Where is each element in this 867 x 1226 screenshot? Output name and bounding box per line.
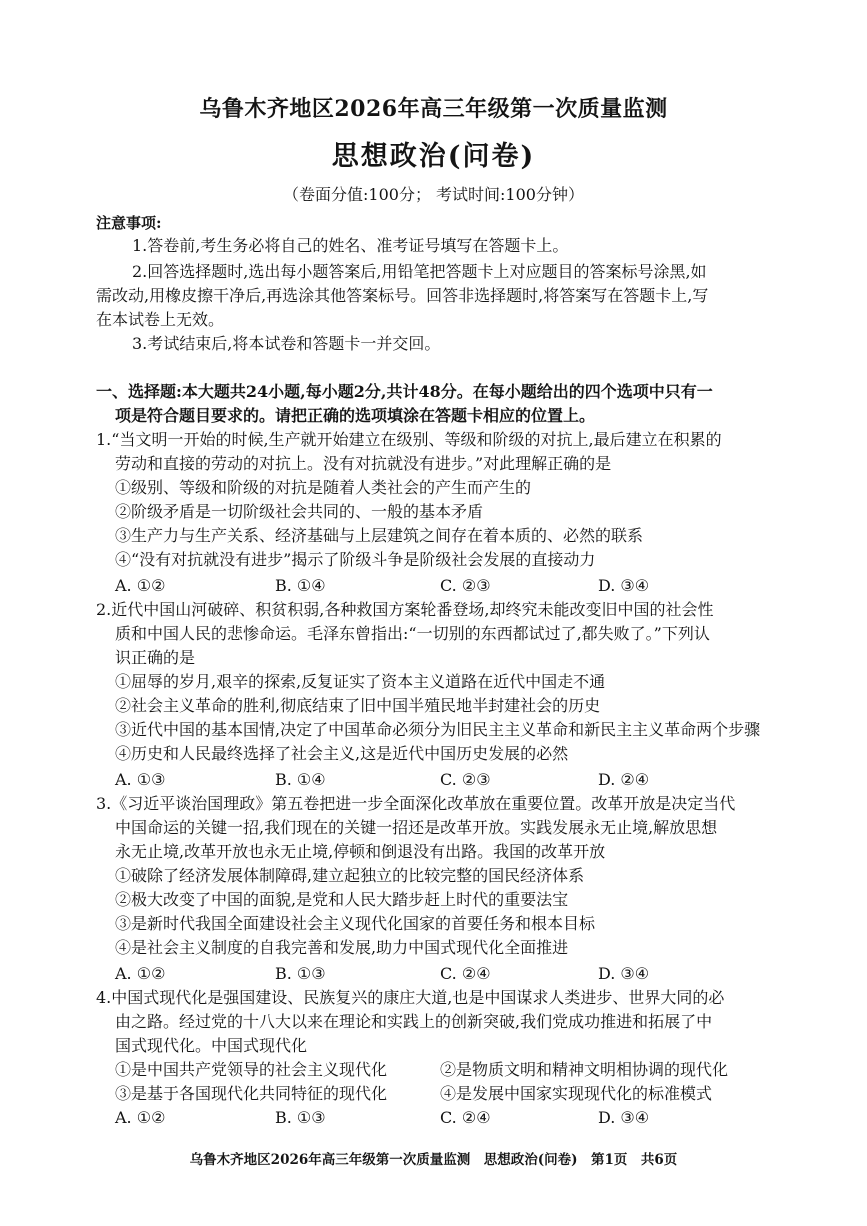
statement-item: ④是发展中国家实现现代化的标准模式: [440, 1084, 713, 1103]
question-stem: 劳动和直接的劳动的对抗上。没有对抗就没有进步。”对此理解正确的是: [115, 454, 612, 473]
question-stem: 中国命运的关键一招,我们现在的关键一招还是改革开放。实践发展永无止境,解放思想: [115, 818, 718, 837]
statement-item: ④历史和人民最终选择了社会主义,这是近代中国历史发展的必然: [115, 744, 569, 763]
notice-line: 3.考试结束后,将本试卷和答题卡一并交回。: [132, 334, 441, 353]
notice-line: 需改动,用橡皮擦干净后,再选涂其他答案标号。回答非选择题时,将答案写在答题卡上,写: [96, 286, 709, 305]
option-d: D. ③④: [598, 1108, 650, 1127]
statement-item: ③是基于各国现代化共同特征的现代化: [115, 1084, 388, 1103]
question-stem: 3.《习近平谈治国理政》第五卷把进一步全面深化改革放在重要位置。改革开放是决定当代: [96, 794, 736, 813]
notice-heading: 注意事项:: [96, 214, 162, 232]
score-time-info: （卷面分值:100分； 考试时间:100分钟）: [283, 185, 584, 204]
question-stem: 质和中国人民的悲惨命运。毛泽东曾指出:“一切别的东西都试过了,都失败了。”下列认: [115, 624, 710, 643]
statement-item: ①屈辱的岁月,艰辛的探索,反复证实了资本主义道路在近代中国走不通: [115, 672, 606, 691]
statement-item: ④是社会主义制度的自我完善和发展,助力中国式现代化全面推进: [115, 938, 569, 957]
option-d: D. ③④: [598, 576, 650, 595]
question-stem: 识正确的是: [115, 648, 196, 667]
notice-line: 1.答卷前,考生务必将自己的姓名、准考证号填写在答题卡上。: [132, 236, 569, 255]
question-stem: 2.近代中国山河破碎、积贫积弱,各种救国方案轮番登场,却终究未能改变旧中国的社会性: [96, 600, 714, 619]
option-a: A. ①②: [115, 964, 166, 983]
section-heading: 一、选择题:本大题共24小题,每小题2分,共计48分。在每小题给出的四个选项中只有一: [96, 382, 713, 401]
statement-item: ②极大改变了中国的面貌,是党和人民大踏步赶上时代的重要法宝: [115, 890, 569, 909]
option-c: C. ②④: [440, 964, 491, 983]
statement-item: ③是新时代我国全面建设社会主义现代化国家的首要任务和根本目标: [115, 914, 596, 933]
option-b: B. ①④: [275, 770, 326, 789]
option-d: D. ③④: [598, 964, 650, 983]
question-stem: 4.中国式现代化是强国建设、民族复兴的康庄大道,也是中国谋求人类进步、世界大同的必: [96, 988, 725, 1007]
option-a: A. ①③: [115, 770, 166, 789]
option-a: A. ①②: [115, 1108, 166, 1127]
option-d: D. ②④: [598, 770, 650, 789]
question-stem: 永无止境,改革开放也永无止境,停顿和倒退没有出路。我国的改革开放: [115, 842, 606, 861]
option-a: A. ①②: [115, 576, 166, 595]
question-stem: 1.“当文明一开始的时候,生产就开始建立在级别、等级和阶级的对抗上,最后建立在积累的: [96, 430, 722, 449]
subject-title: 思想政治(问卷): [331, 141, 536, 172]
notice-line: 2.回答选择题时,选出每小题答案后,用铅笔把答题卡上对应题目的答案标号涂黑,如: [132, 262, 707, 281]
statement-item: ①破除了经济发展体制障碍,建立起独立的比较完整的国民经济体系: [115, 866, 585, 885]
statement-item: ③生产力与生产关系、经济基础与上层建筑之间存在着本质的、必然的联系: [115, 526, 644, 545]
option-b: B. ①③: [275, 1108, 326, 1127]
notice-line: 在本试卷上无效。: [96, 310, 225, 329]
question-stem: 由之路。经过党的十八大以来在理论和实践上的创新突破,我们党成功推进和拓展了中: [115, 1012, 713, 1031]
option-c: C. ②④: [440, 1108, 491, 1127]
statement-item: ①级别、等级和阶级的对抗是随着人类社会的产生而产生的: [115, 478, 532, 497]
statement-item: ③近代中国的基本国情,决定了中国革命必须分为旧民主主义革命和新民主主义革命两个步骤: [115, 720, 761, 739]
statement-item: ④“没有对抗就没有进步”揭示了阶级斗争是阶级社会发展的直接动力: [115, 550, 596, 569]
page-footer: 乌鲁木齐地区2026年高三年级第一次质量监测 思想政治(问卷) 第1页 共6页: [189, 1152, 678, 1168]
statement-item: ①是中国共产党领导的社会主义现代化: [115, 1060, 388, 1079]
exam-title: 乌鲁木齐地区2026年高三年级第一次质量监测: [199, 96, 668, 122]
option-c: C. ②③: [440, 576, 491, 595]
section-heading: 项是符合题目要求的。请把正确的选项填涂在答题卡相应的位置上。: [115, 406, 596, 425]
option-b: B. ①③: [275, 964, 326, 983]
statement-item: ②社会主义革命的胜利,彻底结束了旧中国半殖民地半封建社会的历史: [115, 696, 601, 715]
statement-item: ②阶级矛盾是一切阶级社会共同的、一般的基本矛盾: [115, 502, 484, 521]
statement-item: ②是物质文明和精神文明相协调的现代化: [440, 1060, 729, 1079]
option-c: C. ②③: [440, 770, 491, 789]
question-stem: 国式现代化。中国式现代化: [115, 1036, 308, 1055]
option-b: B. ①④: [275, 576, 326, 595]
